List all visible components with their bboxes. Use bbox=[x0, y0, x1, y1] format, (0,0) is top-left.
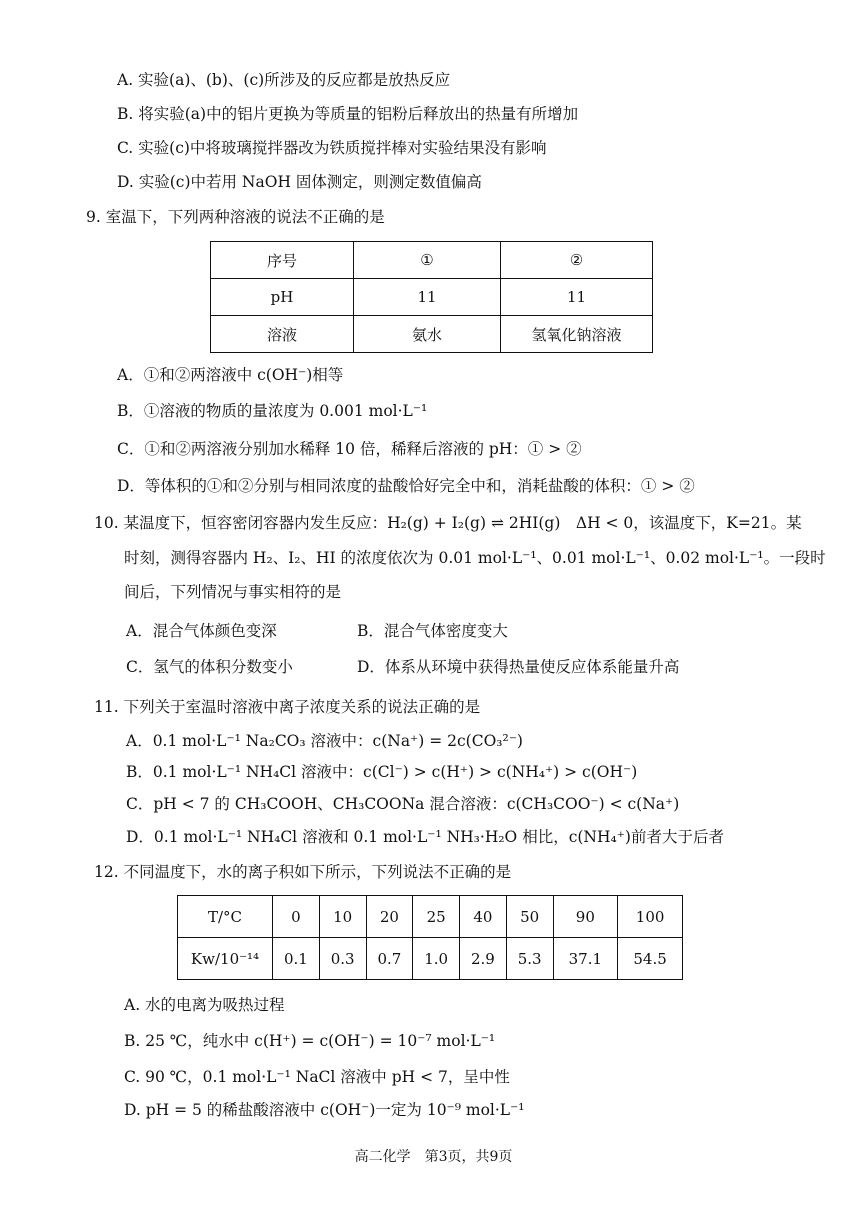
q12-temp-cell: 90 bbox=[553, 896, 618, 938]
q12-kw-cell: 2.9 bbox=[460, 938, 507, 980]
q11-option-d: D．0.1 mol·L⁻¹ NH₄Cl 溶液和 0.1 mol·L⁻¹ NH₃·H₂O 相比，c(NH₄⁺)前者大于后者 bbox=[126, 828, 724, 846]
q12-temp-cell: 10 bbox=[319, 896, 366, 938]
q12-temp-header: T/°C bbox=[178, 896, 273, 938]
q9-table bbox=[210, 241, 653, 353]
q12-kw-cell: 0.7 bbox=[366, 938, 413, 980]
q12-option-d: D. pH = 5 的稀盐酸溶液中 c(OH⁻)一定为 10⁻⁹ mol·L⁻¹ bbox=[124, 1101, 525, 1119]
q12-temp-cell: 40 bbox=[460, 896, 507, 938]
q12-kw-cell: 37.1 bbox=[553, 938, 618, 980]
q9-stem: 9. 室温下，下列两种溶液的说法不正确的是 bbox=[86, 208, 385, 226]
q12-option-c: C. 90 ℃，0.1 mol·L⁻¹ NaCl 溶液中 pH < 7，呈中性 bbox=[124, 1068, 510, 1086]
q10-stem-line1: 10. 某温度下，恒容密闭容器内发生反应：H₂(g) + I₂(g) ⇌ 2HI(g) ΔH < 0，该温度下，K=21。某 bbox=[94, 514, 802, 532]
q12-temp-cell: 100 bbox=[618, 896, 683, 938]
q9-option-a: A．①和②两溶液中 c(OH⁻)相等 bbox=[117, 366, 344, 384]
q12-kw-header: Kw/10⁻¹⁴ bbox=[178, 938, 273, 980]
q12-option-a: A. 水的电离为吸热过程 bbox=[124, 996, 285, 1014]
q12-temp-cell: 0 bbox=[273, 896, 320, 938]
q11-option-a: A．0.1 mol·L⁻¹ Na₂CO₃ 溶液中：c(Na⁺) = 2c(CO₃²⁻) bbox=[126, 732, 523, 750]
q12-stem: 12. 不同温度下，水的离子积如下所示，下列说法不正确的是 bbox=[94, 863, 512, 881]
q9-cell: 11 bbox=[354, 279, 501, 316]
q9-option-d: D．等体积的①和②分别与相同浓度的盐酸恰好完全中和，消耗盐酸的体积：① > ② bbox=[117, 477, 695, 495]
q12-table bbox=[177, 895, 683, 980]
q9-cell: ② bbox=[501, 242, 653, 279]
q9-cell: 序号 bbox=[211, 242, 354, 279]
q9-cell: pH bbox=[211, 279, 354, 316]
q12-temp-cell: 20 bbox=[366, 896, 413, 938]
q8-option-c: C. 实验(c)中将玻璃搅拌器改为铁质搅拌棒对实验结果没有影响 bbox=[117, 139, 547, 157]
q12-temp-cell: 25 bbox=[413, 896, 460, 938]
q9-option-c: C．①和②两溶液分别加水稀释 10 倍，稀释后溶液的 pH：① > ② bbox=[117, 440, 582, 458]
q9-cell: 氨水 bbox=[354, 316, 501, 353]
q8-option-b: B. 将实验(a)中的铝片更换为等质量的铝粉后释放出的热量有所增加 bbox=[117, 105, 579, 123]
q11-option-c: C．pH < 7 的 CH₃COOH、CH₃COONa 混合溶液：c(CH₃COO⁻) < c(Na⁺) bbox=[126, 795, 680, 813]
q11-option-b: B．0.1 mol·L⁻¹ NH₄Cl 溶液中：c(Cl⁻) > c(H⁺) > c(NH₄⁺) > c(OH⁻) bbox=[126, 763, 638, 781]
q12-temp-cell: 50 bbox=[506, 896, 553, 938]
q9-cell: 氢氧化钠溶液 bbox=[501, 316, 653, 353]
q10-option-b: B．混合气体密度变大 bbox=[357, 622, 508, 640]
q10-option-c: C．氢气的体积分数变小 bbox=[126, 658, 293, 676]
page-footer: 高二化学 第3页，共9页 bbox=[354, 1149, 513, 1165]
q12-option-b: B. 25 ℃，纯水中 c(H⁺) = c(OH⁻) = 10⁻⁷ mol·L⁻¹ bbox=[124, 1032, 496, 1050]
q8-option-d: D. 实验(c)中若用 NaOH 固体测定，则测定数值偏高 bbox=[117, 173, 482, 191]
q12-kw-cell: 0.3 bbox=[319, 938, 366, 980]
q8-option-a: A. 实验(a)、(b)、(c)所涉及的反应都是放热反应 bbox=[117, 71, 451, 89]
q9-option-b: B．①溶液的物质的量浓度为 0.001 mol·L⁻¹ bbox=[117, 402, 428, 420]
q12-kw-cell: 5.3 bbox=[506, 938, 553, 980]
q9-cell: ① bbox=[354, 242, 501, 279]
q9-cell: 溶液 bbox=[211, 316, 354, 353]
q9-cell: 11 bbox=[501, 279, 653, 316]
q11-stem: 11. 下列关于室温时溶液中离子浓度关系的说法正确的是 bbox=[94, 698, 481, 716]
q10-stem-line3: 间后，下列情况与事实相符的是 bbox=[124, 583, 342, 601]
q10-option-d: D．体系从环境中获得热量使反应体系能量升高 bbox=[357, 658, 680, 676]
q10-stem-line2: 时刻，测得容器内 H₂、I₂、HI 的浓度依次为 0.01 mol·L⁻¹、0.01 mol·L⁻¹、0.02 mol·L⁻¹。一段时 bbox=[124, 549, 826, 567]
q12-kw-cell: 1.0 bbox=[413, 938, 460, 980]
q12-kw-cell: 54.5 bbox=[618, 938, 683, 980]
q12-kw-cell: 0.1 bbox=[273, 938, 320, 980]
q10-option-a: A．混合气体颜色变深 bbox=[126, 622, 277, 640]
